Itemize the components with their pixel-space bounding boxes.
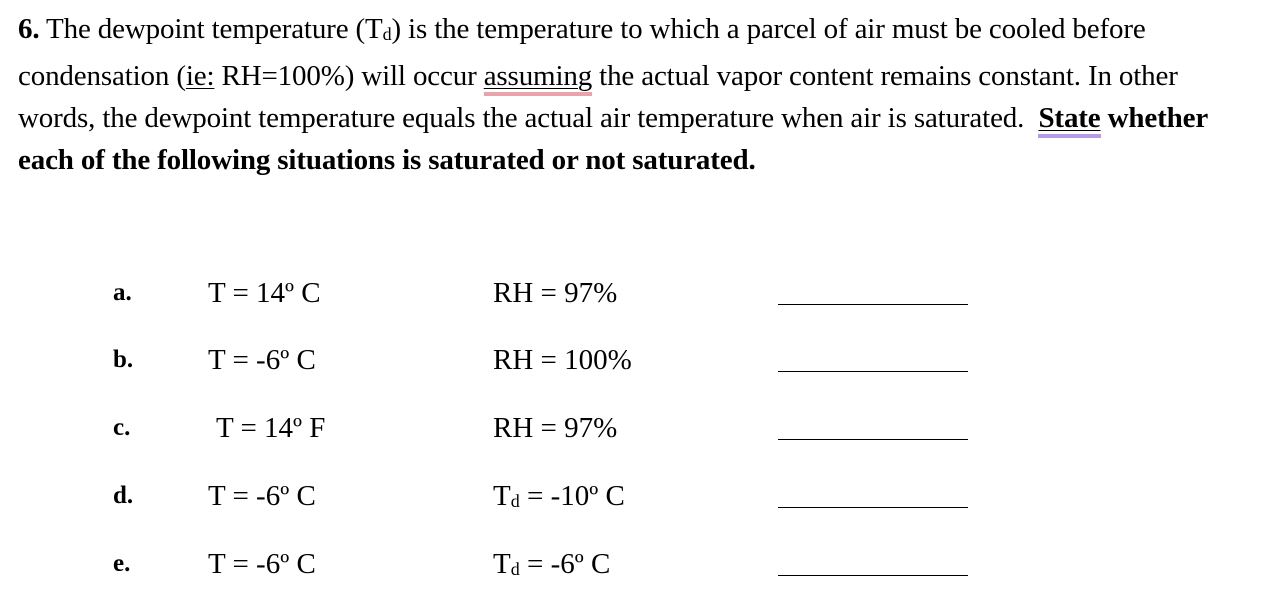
item-temperature: T = -6º C [208,480,316,512]
condition-prefix: RH [493,412,534,444]
condition-subscript: d [510,559,520,579]
list-item [0,340,1262,380]
condition-subscript: d [510,491,520,511]
item-condition [493,476,625,521]
question-number: 6. [18,13,40,45]
condition-prefix: RH [493,344,534,376]
item-temperature: T = 14º F [216,412,326,444]
spelling-flagged-word[interactable]: ie: [185,60,215,92]
answer-blank[interactable] [778,439,968,440]
question-text-part4: the actual vapor content remains constant. In other words, the dewpoint temperature equals the actual air temperature when air is [18,60,1178,134]
list-item [0,408,1262,448]
condition-prefix: T [493,548,511,580]
item-letter: e. [113,550,131,577]
list-item [0,476,1262,516]
question-text-part3: RH=100%) will occur [214,60,484,92]
item-letter: b. [113,346,134,373]
item-condition [493,273,617,318]
item-condition [493,408,617,453]
item-condition [493,340,632,385]
instruction-text: whether each of the following situations is saturated or not saturated. [18,102,1208,176]
condition-value: = 97% [533,277,618,309]
item-condition [493,544,610,589]
question-paragraph [18,8,1253,181]
item-temperature: T = -6º C [208,548,316,580]
answer-blank[interactable] [778,371,968,372]
answer-blank[interactable] [778,304,968,305]
list-item [0,273,1262,313]
item-temperature: T = 14º C [208,277,321,309]
grammar-flagged-word[interactable]: assuming [484,60,592,96]
question-text-part2: ) is the temperature to which a parcel of air must be cooled before condensation ( [18,13,1146,92]
condition-prefix: T [493,480,511,512]
item-letter: c. [113,414,131,441]
answer-blank[interactable] [778,575,968,576]
item-temperature: T = -6º C [208,344,316,376]
condition-prefix: RH [493,277,534,309]
condition-value: = 100% [533,344,632,376]
list-item [0,544,1262,584]
item-letter: d. [113,482,134,509]
answer-blank[interactable] [778,507,968,508]
item-letter: a. [113,279,132,306]
saturated-word: saturated. [913,102,1025,134]
style-flagged-word[interactable]: State [1038,102,1100,138]
dewpoint-subscript: d [382,24,392,44]
condition-value: = -10º C [519,480,625,512]
condition-value: = -6º C [519,548,611,580]
condition-value: = 97% [533,412,618,444]
question-text-part1: The dewpoint temperature (T [39,13,383,45]
